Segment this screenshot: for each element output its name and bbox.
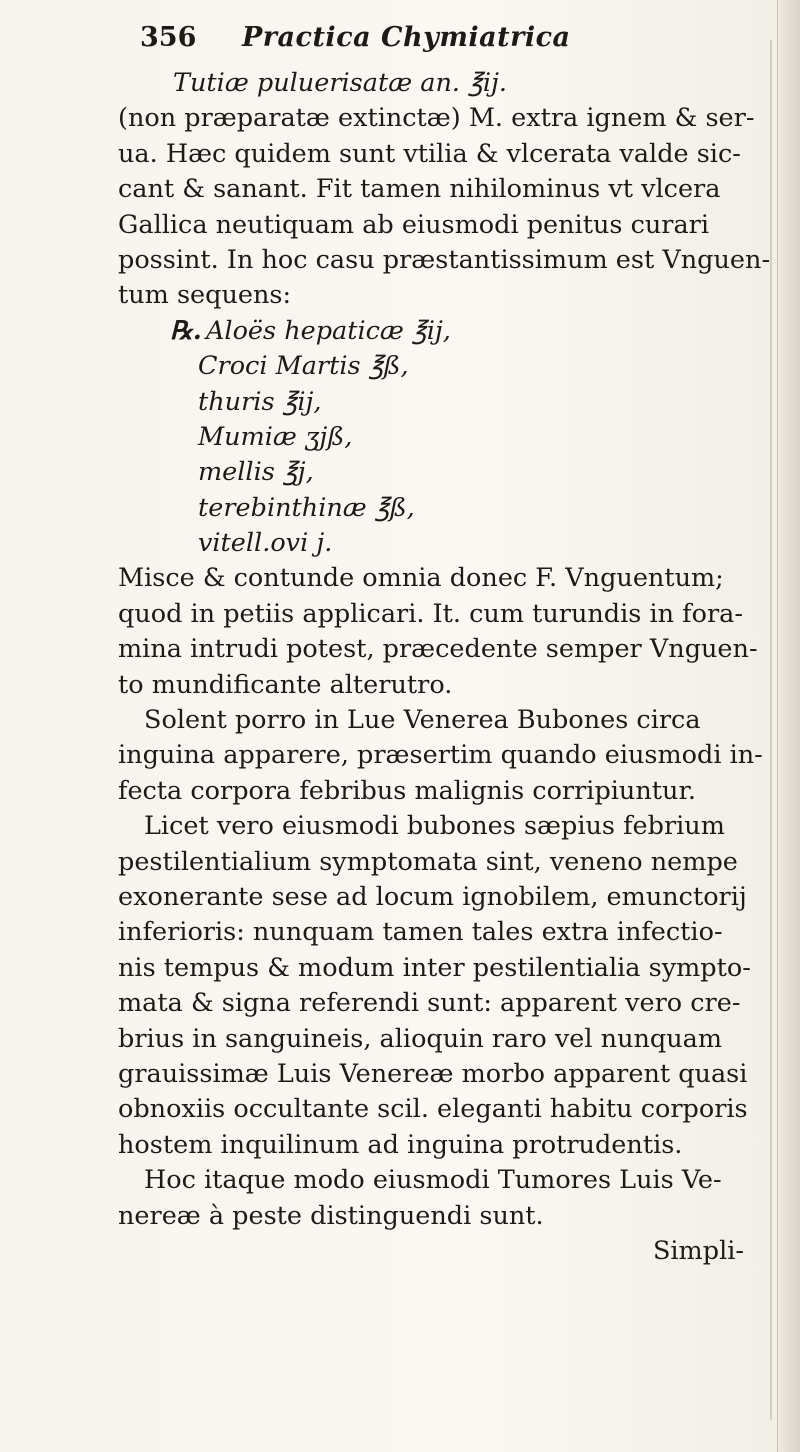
running-head: Practica Chymiatrica xyxy=(242,22,571,53)
paragraph-start: Hoc itaque modo eiusmodi Tumores Luis Ve- xyxy=(144,1165,722,1196)
recipe-symbol: ℞. xyxy=(170,315,202,346)
text-line: nereæ à peste distinguendi sunt. xyxy=(118,1200,544,1231)
recipe-ingredient: mellis ℥j, xyxy=(198,457,314,488)
text-line: pestilentialium symptomata sint, veneno nempe xyxy=(118,846,738,877)
text-line: possint. In hoc casu præstantissimum est Vnguen- xyxy=(118,244,771,275)
page-fold-shadow xyxy=(770,40,772,1420)
page-header xyxy=(132,22,652,62)
recipe-ingredient: Aloës hepaticæ ℥ij, xyxy=(206,315,451,346)
recipe-ingredient: vitell.ovi j. xyxy=(198,528,333,559)
text-line: mina intrudi potest, præcedente semper Vnguen- xyxy=(118,634,758,665)
paragraph-start: Solent porro in Lue Venerea Bubones circa xyxy=(144,705,701,736)
text-line: Tutiæ puluerisatæ an. ℥ij. xyxy=(173,68,508,98)
text-line: inguina apparere, præsertim quando eiusmodi in- xyxy=(118,740,763,771)
recipe-ingredient: Mumiæ ʒjß, xyxy=(198,421,353,452)
text-line: to mundificante alterutro. xyxy=(118,669,453,700)
recipe-ingredient: thuris ℥ij, xyxy=(198,386,322,417)
recipe-first-line xyxy=(118,314,758,349)
page-edge xyxy=(777,0,800,1452)
recipe-ingredient: Croci Martis ℥ß, xyxy=(198,351,409,382)
text-line: exonerante sese ad locum ignobilem, emunctorij xyxy=(118,881,747,912)
text-line: obnoxiis occultante scil. eleganti habitu corporis xyxy=(118,1094,748,1125)
text-line: hostem inquilinum ad inguina protrudentis. xyxy=(118,1129,683,1160)
text-line: mata & signa referendi sunt: apparent vero cre- xyxy=(118,988,741,1019)
body-text xyxy=(118,66,771,1269)
text-line: cant & sanant. Fit tamen nihilominus vt vlcera xyxy=(118,174,721,205)
text-line: ua. Hæc quidem sunt vtilia & vlcerata valde sic- xyxy=(118,138,741,169)
text-line: brius in sanguineis, alioquin raro vel nunquam xyxy=(118,1023,723,1054)
text-line: (non præparatæ extinctæ) M. extra ignem & ser- xyxy=(118,103,755,134)
text-line: inferioris: nunquam tamen tales extra infectio- xyxy=(118,917,723,948)
text-line: grauissimæ Luis Venereæ morbo apparent quasi xyxy=(118,1058,748,1089)
catchword: Simpli- xyxy=(652,1235,744,1266)
recipe-ingredient: terebinthinæ ℥ß, xyxy=(198,492,415,523)
text-line: tum sequens: xyxy=(118,280,292,311)
page-number: 356 xyxy=(140,22,197,53)
text-line: nis tempus & modum inter pestilentialia sympto- xyxy=(118,952,751,983)
paragraph-start: Licet vero eiusmodi bubones sæpius febrium xyxy=(144,811,725,842)
text-line: Gallica neutiquam ab eiusmodi penitus curari xyxy=(118,209,710,240)
text-line: Misce & contunde omnia donec F. Vnguentum; xyxy=(118,563,724,594)
text-line: fecta corpora febribus malignis corripiuntur. xyxy=(118,775,696,806)
text-line: quod in petiis applicari. It. cum turundis in fora- xyxy=(118,598,743,629)
